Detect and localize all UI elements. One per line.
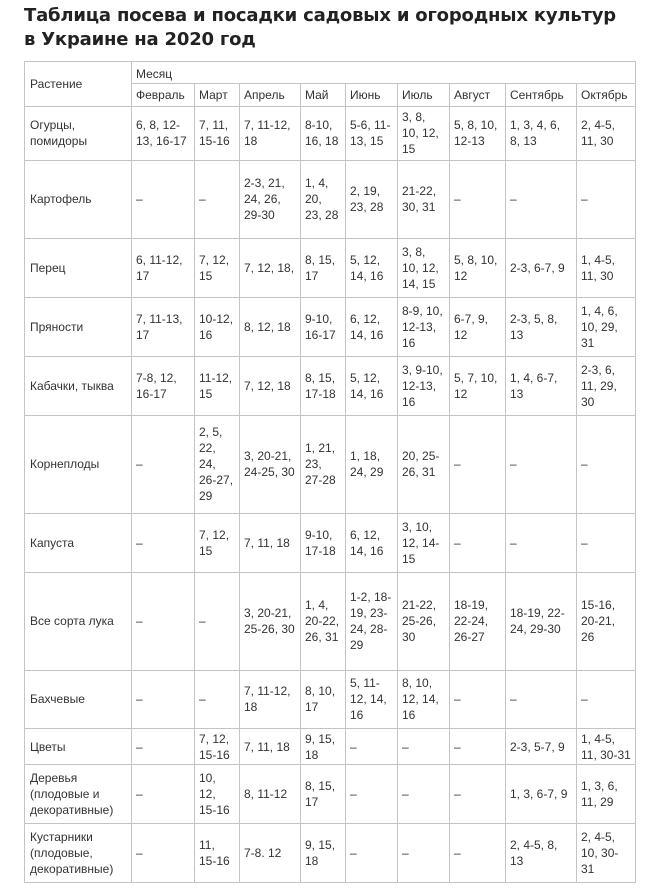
date-cell: – [450,160,506,238]
date-cell: 21-22, 25-26, 30 [398,573,450,671]
month-header: Февраль [132,84,195,106]
date-cell: 6-7, 9, 12 [450,297,506,356]
date-cell: 3, 20-21, 24-25, 30 [240,415,301,514]
month-header: Сентябрь [506,84,577,106]
page-title [24,4,664,52]
date-cell: – [450,765,506,824]
date-cell: 8, 15, 17-18 [301,356,346,415]
table-row [25,160,636,238]
date-cell: – [346,823,398,882]
date-cell: 1, 4, 20, 23, 28 [301,160,346,238]
month-header: Май [301,84,346,106]
plant-name-cell: Огурцы, помидоры [25,106,132,160]
date-cell: 20, 25-26, 31 [398,415,450,514]
date-cell: 3, 8, 10, 12, 15 [398,106,450,160]
date-cell: 7, 11-13, 17 [132,297,195,356]
table-row [25,670,636,729]
plant-name-cell: Капуста [25,514,132,573]
plant-name-cell: Картофель [25,160,132,238]
date-cell: 5, 7, 10, 12 [450,356,506,415]
date-cell: 3, 20-21, 25-26, 30 [240,573,301,671]
date-cell: – [398,729,450,765]
date-cell: 9, 15, 18 [301,823,346,882]
date-cell: – [195,573,240,671]
date-cell: – [506,160,577,238]
date-cell: 1, 18, 24, 29 [346,415,398,514]
date-cell: 5, 12, 14, 16 [346,238,398,297]
month-header: Октябрь [577,84,636,106]
date-cell: 2-3, 5, 8, 13 [506,297,577,356]
date-cell: 2, 5, 22, 24, 26-27, 29 [195,415,240,514]
date-cell: 7, 11, 18 [240,729,301,765]
date-cell: 6, 11-12, 17 [132,238,195,297]
date-cell: 7, 12, 15 [195,238,240,297]
date-cell: 8, 11-12 [240,765,301,824]
date-cell: 6, 12, 14, 16 [346,514,398,573]
title-line-2: в Украине на 2020 год [24,29,256,50]
date-cell: – [195,670,240,729]
date-cell: 7, 12, 18 [240,356,301,415]
date-cell: – [506,670,577,729]
date-cell: 1, 21, 23, 27-28 [301,415,346,514]
date-cell: 7, 12, 15 [195,514,240,573]
date-cell: – [506,514,577,573]
date-cell: 1, 3, 6, 11, 29 [577,765,636,824]
date-cell: – [577,160,636,238]
date-cell: – [398,765,450,824]
plant-name-cell: Деревья (плодовые и декоративные) [25,765,132,824]
date-cell: – [132,765,195,824]
date-cell: 11-12, 15 [195,356,240,415]
date-cell: 2-3, 5-7, 9 [506,729,577,765]
table-row [25,823,636,882]
date-cell: 3, 10, 12, 14-15 [398,514,450,573]
date-cell: 5, 8, 10, 12 [450,238,506,297]
date-cell: 1, 3, 6-7, 9 [506,765,577,824]
month-header: Июль [398,84,450,106]
date-cell: – [132,514,195,573]
plant-name-cell: Бахчевые [25,670,132,729]
plant-name-cell: Кабачки, тыква [25,356,132,415]
date-cell: 2, 4-5, 8, 13 [506,823,577,882]
date-cell: 21-22, 30, 31 [398,160,450,238]
date-cell: 8-10, 16, 18 [301,106,346,160]
date-cell: 6, 8, 12-13, 16-17 [132,106,195,160]
table-row [25,356,636,415]
date-cell: – [450,729,506,765]
date-cell: 1-2, 18-19, 23-24, 28-29 [346,573,398,671]
month-header: Август [450,84,506,106]
date-cell: 9, 15, 18 [301,729,346,765]
date-cell: 5-6, 11-13, 15 [346,106,398,160]
date-cell: 7, 11, 15-16 [195,106,240,160]
date-cell: – [132,573,195,671]
date-cell: 6, 12, 14, 16 [346,297,398,356]
date-cell: 2, 4-5, 10, 30-31 [577,823,636,882]
plant-name-cell: Все сорта лука [25,573,132,671]
date-cell: – [577,514,636,573]
date-cell: 1, 4, 6-7, 13 [506,356,577,415]
date-cell: 8, 15, 17 [301,765,346,824]
date-cell: – [398,823,450,882]
date-cell: 7, 11, 18 [240,514,301,573]
date-cell: 9-10, 16-17 [301,297,346,356]
date-cell: – [450,514,506,573]
date-cell: 2-3, 6, 11, 29, 30 [577,356,636,415]
month-group-header: Месяц [132,62,636,84]
month-header: Апрель [240,84,301,106]
plant-name-cell: Цветы [25,729,132,765]
date-cell: 9-10, 17-18 [301,514,346,573]
table-row [25,415,636,514]
date-cell: – [506,415,577,514]
date-cell: 2, 4-5, 11, 30 [577,106,636,160]
date-cell: 7-8, 12, 16-17 [132,356,195,415]
date-cell: 3, 9-10, 12-13, 16 [398,356,450,415]
date-cell: 7, 12, 15-16 [195,729,240,765]
date-cell: – [450,415,506,514]
date-cell: 1, 4, 20-22, 26, 31 [301,573,346,671]
date-cell: 1, 3, 4, 6, 8, 13 [506,106,577,160]
planting-calendar-table [24,61,636,883]
date-cell: – [132,415,195,514]
date-cell: 8, 10, 12, 14, 16 [398,670,450,729]
date-cell: 1, 4, 6, 10, 29, 31 [577,297,636,356]
month-header: Март [195,84,240,106]
month-header: Июнь [346,84,398,106]
date-cell: 7, 11-12, 18 [240,106,301,160]
date-cell: 2-3, 21, 24, 26, 29-30 [240,160,301,238]
table-row [25,765,636,824]
table-row [25,514,636,573]
date-cell: 7, 12, 18, [240,238,301,297]
title-line-1: Таблица посева и посадки садовых и огородных культур [24,5,616,26]
date-cell: – [346,765,398,824]
plant-name-cell: Перец [25,238,132,297]
date-cell: 2-3, 6-7, 9 [506,238,577,297]
date-cell: – [346,729,398,765]
table-row [25,729,636,765]
date-cell: 5, 12, 14, 16 [346,356,398,415]
date-cell: 8, 10, 17 [301,670,346,729]
date-cell: 8-9, 10, 12-13, 16 [398,297,450,356]
table-row [25,238,636,297]
date-cell: 18-19, 22-24, 26-27 [450,573,506,671]
date-cell: – [195,160,240,238]
table-row [25,573,636,671]
date-cell: 11, 15-16 [195,823,240,882]
date-cell: 5, 11-12, 14, 16 [346,670,398,729]
date-cell: 8, 15, 17 [301,238,346,297]
date-cell: – [132,823,195,882]
date-cell: – [132,160,195,238]
date-cell: 3, 8, 10, 12, 14, 15 [398,238,450,297]
date-cell: 7, 11-12, 18 [240,670,301,729]
plant-name-cell: Кустарники (плодовые, декоративные) [25,823,132,882]
date-cell: 15-16, 20-21, 26 [577,573,636,671]
table-row [25,297,636,356]
date-cell: 5, 8, 10, 12-13 [450,106,506,160]
date-cell: 8, 12, 18 [240,297,301,356]
plant-name-cell: Корнеплоды [25,415,132,514]
date-cell: – [132,729,195,765]
date-cell: – [450,670,506,729]
date-cell: 7-8. 12 [240,823,301,882]
date-cell: 10-12, 16 [195,297,240,356]
date-cell: – [577,415,636,514]
date-cell: – [450,823,506,882]
date-cell: 18-19, 22-24, 29-30 [506,573,577,671]
date-cell: – [132,670,195,729]
date-cell: 1, 4-5, 11, 30 [577,238,636,297]
table-row [25,106,636,160]
plant-column-header: Растение [25,62,132,107]
date-cell: 1, 4-5, 11, 30-31 [577,729,636,765]
date-cell: 2, 19, 23, 28 [346,160,398,238]
date-cell: 10, 12, 15-16 [195,765,240,824]
date-cell: – [577,670,636,729]
plant-name-cell: Пряности [25,297,132,356]
